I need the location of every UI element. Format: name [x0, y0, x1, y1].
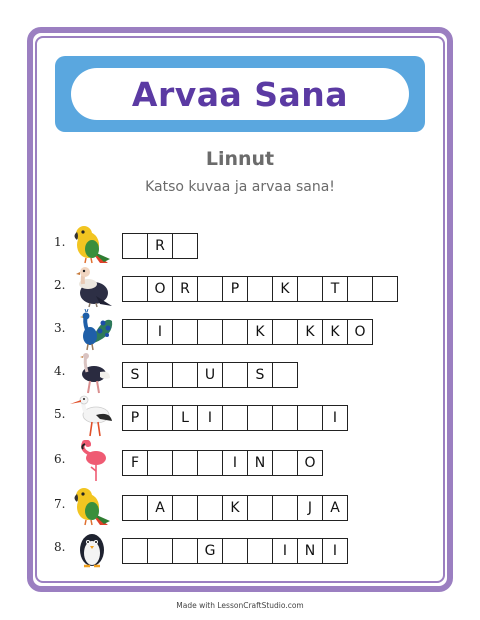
- footer-credit: Made with LessonCraftStudio.com: [176, 601, 304, 610]
- letter-box[interactable]: [172, 233, 198, 259]
- puzzle-number: 4.: [54, 364, 66, 378]
- letter-box[interactable]: [297, 405, 323, 431]
- letter-box[interactable]: P: [122, 405, 148, 431]
- letter-box[interactable]: I: [272, 538, 298, 564]
- letter-box[interactable]: [122, 495, 148, 521]
- letter-box[interactable]: S: [247, 362, 273, 388]
- letter-box[interactable]: [222, 362, 248, 388]
- puzzle-number: 1.: [54, 235, 66, 249]
- title-banner: [55, 56, 425, 132]
- letter-box[interactable]: [197, 319, 223, 345]
- letter-box[interactable]: [172, 495, 198, 521]
- parrot-icon: [70, 485, 114, 527]
- letter-box[interactable]: [197, 276, 223, 302]
- letter-box[interactable]: O: [147, 276, 173, 302]
- letter-box[interactable]: [147, 405, 173, 431]
- letter-box[interactable]: [272, 362, 298, 388]
- letter-box[interactable]: R: [147, 233, 173, 259]
- letter-box[interactable]: P: [222, 276, 248, 302]
- page-title: Arvaa Sana: [131, 74, 349, 114]
- letter-box[interactable]: [147, 362, 173, 388]
- letter-box[interactable]: [222, 405, 248, 431]
- letter-box[interactable]: [247, 405, 273, 431]
- letter-box[interactable]: O: [297, 450, 323, 476]
- letter-box[interactable]: R: [172, 276, 198, 302]
- letter-box[interactable]: [297, 276, 323, 302]
- letter-box[interactable]: G: [197, 538, 223, 564]
- peacock-icon: [70, 309, 114, 351]
- letter-box[interactable]: [122, 233, 148, 259]
- letter-box[interactable]: K: [247, 319, 273, 345]
- letter-box[interactable]: K: [222, 495, 248, 521]
- stork-icon: [70, 395, 114, 437]
- letter-box[interactable]: [372, 276, 398, 302]
- letter-boxes: [122, 538, 348, 564]
- letter-box[interactable]: [197, 450, 223, 476]
- letter-boxes: [122, 450, 323, 476]
- letter-box[interactable]: [222, 319, 248, 345]
- letter-box[interactable]: K: [272, 276, 298, 302]
- puzzle-number: 8.: [54, 540, 66, 554]
- letter-box[interactable]: [122, 319, 148, 345]
- letter-box[interactable]: K: [322, 319, 348, 345]
- letter-box[interactable]: S: [122, 362, 148, 388]
- letter-box[interactable]: [122, 538, 148, 564]
- parrot-icon: [70, 223, 114, 265]
- letter-box[interactable]: [272, 450, 298, 476]
- instruction-text: Katso kuvaa ja arvaa sana!: [145, 179, 335, 195]
- letter-box[interactable]: I: [197, 405, 223, 431]
- letter-box[interactable]: F: [122, 450, 148, 476]
- puzzle-number: 5.: [54, 407, 66, 421]
- letter-box[interactable]: N: [247, 450, 273, 476]
- ostrich-icon: [70, 352, 114, 394]
- letter-box[interactable]: [122, 276, 148, 302]
- vulture-icon: [70, 266, 114, 308]
- letter-boxes: [122, 362, 298, 388]
- letter-box[interactable]: T: [322, 276, 348, 302]
- letter-boxes: [122, 319, 373, 345]
- letter-box[interactable]: O: [347, 319, 373, 345]
- letter-box[interactable]: I: [322, 538, 348, 564]
- letter-boxes: [122, 276, 398, 302]
- letter-box[interactable]: [172, 450, 198, 476]
- letter-box[interactable]: [172, 538, 198, 564]
- letter-box[interactable]: U: [197, 362, 223, 388]
- puzzle-number: 2.: [54, 278, 66, 292]
- letter-box[interactable]: [272, 319, 298, 345]
- letter-boxes: [122, 495, 348, 521]
- puzzle-number: 7.: [54, 497, 66, 511]
- letter-box[interactable]: A: [147, 495, 173, 521]
- puzzle-number: 6.: [54, 452, 66, 466]
- letter-box[interactable]: I: [222, 450, 248, 476]
- penguin-icon: [70, 528, 114, 570]
- puzzle-number: 3.: [54, 321, 66, 335]
- letter-box[interactable]: A: [322, 495, 348, 521]
- letter-box[interactable]: K: [297, 319, 323, 345]
- letter-box[interactable]: [272, 405, 298, 431]
- category-title: Linnut: [205, 148, 275, 170]
- title-pill: [71, 68, 409, 120]
- letter-box[interactable]: [147, 450, 173, 476]
- letter-box[interactable]: [247, 276, 273, 302]
- letter-box[interactable]: [222, 538, 248, 564]
- letter-box[interactable]: [172, 319, 198, 345]
- letter-box[interactable]: L: [172, 405, 198, 431]
- letter-boxes: [122, 405, 348, 431]
- letter-box[interactable]: N: [297, 538, 323, 564]
- flamingo-icon: [70, 440, 114, 482]
- letter-box[interactable]: [197, 495, 223, 521]
- letter-box[interactable]: [147, 538, 173, 564]
- letter-box[interactable]: I: [322, 405, 348, 431]
- letter-box[interactable]: J: [297, 495, 323, 521]
- letter-box[interactable]: [247, 495, 273, 521]
- letter-box[interactable]: [247, 538, 273, 564]
- letter-box[interactable]: [272, 495, 298, 521]
- letter-box[interactable]: I: [147, 319, 173, 345]
- letter-boxes: [122, 233, 198, 259]
- letter-box[interactable]: [347, 276, 373, 302]
- letter-box[interactable]: [172, 362, 198, 388]
